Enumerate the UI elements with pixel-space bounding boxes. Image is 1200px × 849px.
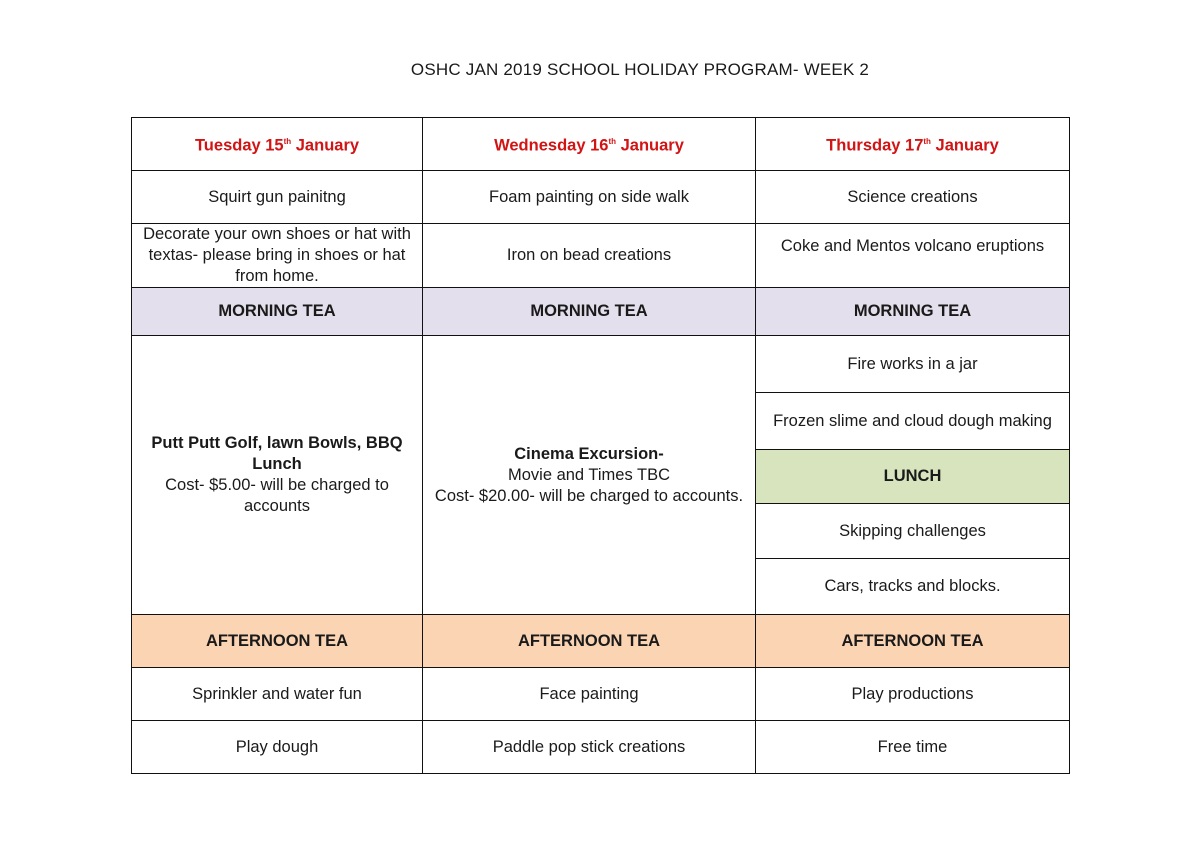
activity-cell: Frozen slime and cloud dough making [756,393,1070,450]
morning-tea-cell: MORNING TEA [132,288,423,336]
activity-cell: Iron on bead creations [423,224,756,288]
lunch-cell: LUNCH [756,450,1070,504]
day-header-row [132,118,1070,171]
excursion-cost: Cost- $5.00- will be charged to accounts [165,476,389,515]
afternoon-tea-cell: AFTERNOON TEA [423,615,756,668]
activity-row [132,721,1070,774]
activity-cell: Science creations [756,171,1070,224]
afternoon-tea-cell: AFTERNOON TEA [756,615,1070,668]
day-header-wednesday: Wednesday 16th January [423,118,756,171]
activity-cell: Sprinkler and water fun [132,668,423,721]
excursion-cell-tuesday [132,336,423,615]
activity-cell: Play dough [132,721,423,774]
program-table [131,117,1070,774]
excursion-cost: Cost- $20.00- will be charged to accounts. [434,486,744,505]
activity-cell: Play productions [756,668,1070,721]
excursion-details: Movie and Times TBC [507,465,670,484]
morning-tea-row [132,288,1070,336]
midday-row [132,336,1070,393]
afternoon-tea-row [132,615,1070,668]
day-header-tuesday: Tuesday 15th January [132,118,423,171]
page-title: OSHC JAN 2019 SCHOOL HOLIDAY PROGRAM- WEEK 2 [410,60,870,79]
activity-row [132,668,1070,721]
day-header-thursday: Thursday 17th January [756,118,1070,171]
excursion-title: Cinema Excursion- [514,444,664,463]
activity-cell: Cars, tracks and blocks. [756,559,1070,615]
activity-cell: Coke and Mentos volcano eruptions [756,224,1070,288]
excursion-title: Putt Putt Golf, lawn Bowls, BBQ Lunch [151,434,403,473]
afternoon-tea-cell: AFTERNOON TEA [132,615,423,668]
activity-row [132,224,1070,288]
activity-cell: Skipping challenges [756,504,1070,559]
morning-tea-cell: MORNING TEA [423,288,756,336]
activity-cell: Fire works in a jar [756,336,1070,393]
activity-cell: Face painting [423,668,756,721]
activity-cell: Foam painting on side walk [423,171,756,224]
activity-cell: Squirt gun painitng [132,171,423,224]
activity-cell: Paddle pop stick creations [423,721,756,774]
activity-row [132,171,1070,224]
activity-cell: Decorate your own shoes or hat with textas- please bring in shoes or hat from home. [132,224,423,288]
morning-tea-cell: MORNING TEA [756,288,1070,336]
excursion-cell-wednesday [423,336,756,615]
activity-cell: Free time [756,721,1070,774]
